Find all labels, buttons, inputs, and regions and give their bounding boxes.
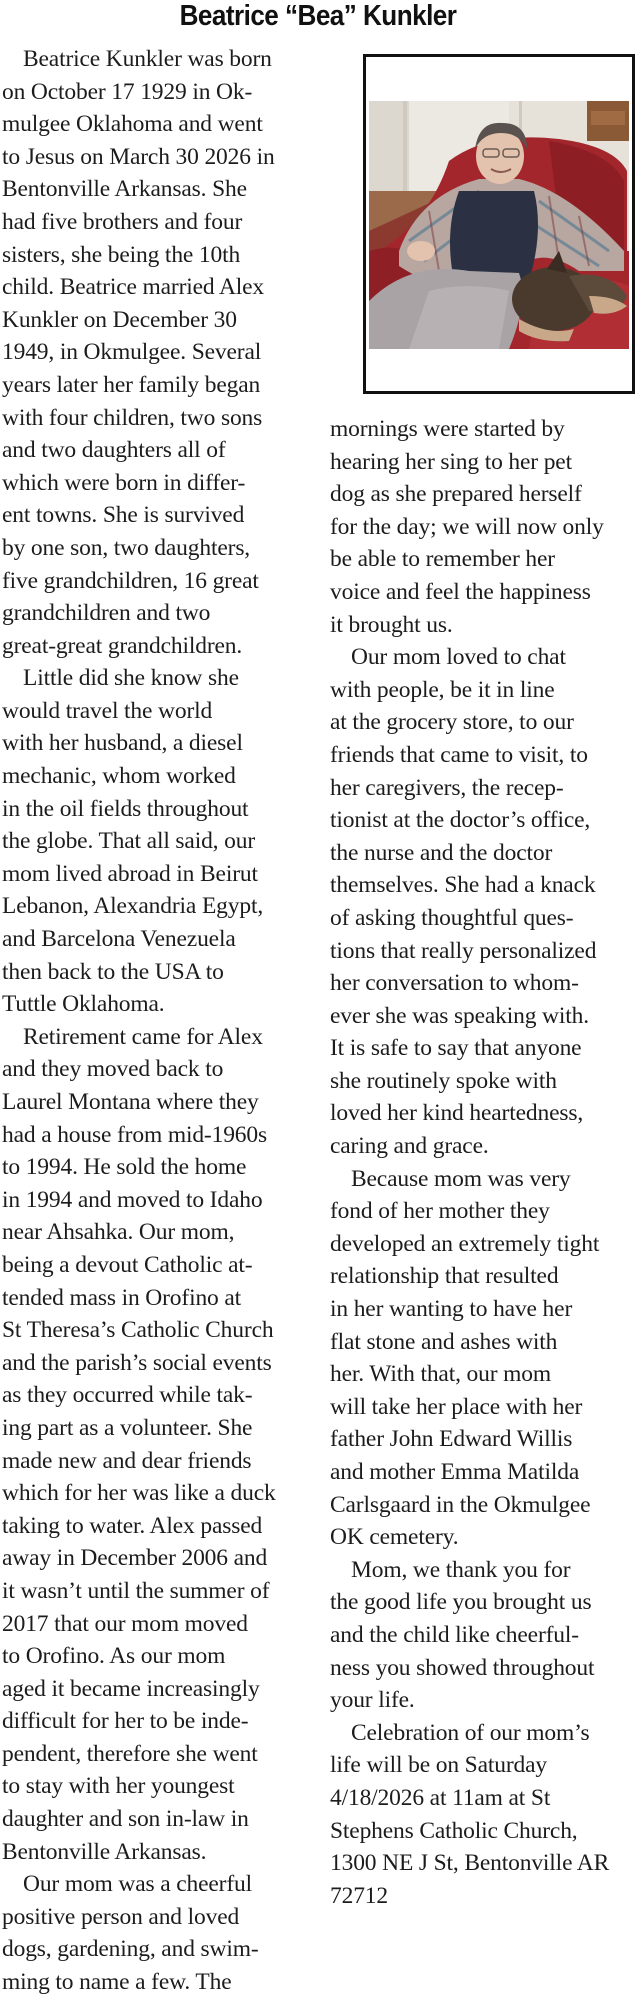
text-line: flat stone and ashes with <box>330 1328 558 1355</box>
text-line: with four children, two sons <box>2 404 263 431</box>
text-line: of asking thoughtful ques- <box>330 904 574 931</box>
text-line: Bentonville Arkansas. She <box>2 176 247 203</box>
text-line: Mom, we thank you for <box>351 1556 571 1583</box>
text-line: to stay with her youngest <box>2 1773 235 1800</box>
text-line: dog as she prepared herself <box>330 481 582 508</box>
text-line: St Theresa’s Catholic Church <box>2 1317 274 1344</box>
text-line: mornings were started by <box>330 416 565 442</box>
text-line: tions that really personalized <box>330 937 597 964</box>
obituary-title: Beatrice “Bea” Kunkler <box>179 0 457 32</box>
text-line: hearing her sing to her pet <box>330 448 572 475</box>
text-line: in 1994 and moved to Idaho <box>2 1186 263 1213</box>
text-line: developed an extremely tight <box>330 1230 600 1257</box>
text-line: Lebanon, Alexandria Egypt, <box>2 893 264 920</box>
text-line: and Barcelona Venezuela <box>2 926 236 953</box>
text-line: aged it became increasingly <box>2 1675 260 1702</box>
text-line: would travel the world <box>2 697 213 724</box>
text-line: then back to the USA to <box>2 958 224 985</box>
text-line: made new and dear friends <box>2 1447 252 1474</box>
text-line: she routinely spoke with <box>330 1067 557 1094</box>
text-line: mulgee Oklahoma and went <box>2 111 263 138</box>
text-line: ent towns. She is survived <box>2 502 245 529</box>
text-line: loved her kind heartedness, <box>330 1100 584 1127</box>
text-line: ming to name a few. The <box>2 1969 232 1996</box>
text-line: Our mom loved to chat <box>351 644 566 671</box>
text-line: to Orofino. As our mom <box>2 1643 226 1670</box>
text-line: for the day; we will now only <box>330 513 604 540</box>
text-line: and the parish’s social events <box>2 1349 272 1376</box>
text-line: ness you showed throughout <box>330 1654 595 1681</box>
text-line: and mother Emma Matilda <box>330 1459 580 1485</box>
text-line: father John Edward Willis <box>330 1426 573 1453</box>
text-line: Because mom was very <box>351 1165 571 1192</box>
text-line: Celebration of our mom’s <box>351 1719 590 1746</box>
text-line: at the grocery store, to our <box>330 709 574 736</box>
text-line: relationship that resulted <box>330 1263 559 1290</box>
text-line: friends that came to visit, to <box>330 741 588 768</box>
text-line: Kunkler on December 30 <box>2 306 237 333</box>
text-line: the good life you brought us <box>330 1589 592 1616</box>
text-line: tionist at the doctor’s office, <box>330 807 591 834</box>
text-line: great-great grandchildren. <box>2 632 243 659</box>
text-line: which for her was like a duck <box>2 1480 276 1507</box>
text-line: to Jesus on March 30 2026 in <box>2 143 275 170</box>
text-line: her. With that, our mom <box>330 1361 552 1388</box>
text-line: 72712 <box>330 1882 389 1909</box>
text-line: dogs, gardening, and swim- <box>2 1936 259 1963</box>
text-line: child. Beatrice married Alex <box>2 274 265 301</box>
obituary-right-column <box>330 413 636 1912</box>
text-line: your life. <box>330 1687 415 1714</box>
text-line: It is safe to say that anyone <box>330 1035 582 1062</box>
text-line: be able to remember her <box>330 546 555 573</box>
text-line: 1300 NE J St, Bentonville AR <box>330 1850 610 1877</box>
text-line: being a devout Catholic at- <box>2 1251 253 1278</box>
text-line: voice and feel the happiness <box>330 578 591 605</box>
text-line: Retirement came for Alex <box>23 1023 263 1050</box>
text-line: had a house from mid-1960s <box>2 1121 267 1148</box>
text-line: five grandchildren, 16 great <box>2 567 259 594</box>
text-line: 2017 that our mom moved <box>2 1610 248 1637</box>
text-line: caring and grace. <box>330 1133 489 1160</box>
text-line: to 1994. He sold the home <box>2 1154 247 1181</box>
text-line: themselves. She had a knack <box>330 872 596 899</box>
text-line: with her husband, a diesel <box>2 730 243 757</box>
obituary-left-column <box>2 43 322 1999</box>
text-line: life will be on Saturday <box>330 1752 547 1779</box>
text-line: will take her place with her <box>330 1393 583 1420</box>
text-line: positive person and loved <box>2 1903 240 1930</box>
text-line: Beatrice Kunkler was born <box>23 46 272 72</box>
text-line: in the oil fields throughout <box>2 795 249 822</box>
text-line: Little did she know she <box>23 665 239 692</box>
text-line: ever she was speaking with. <box>330 1002 589 1029</box>
text-line: with people, be it in line <box>330 676 555 703</box>
text-line: away in December 2006 and <box>2 1545 268 1572</box>
text-line: Our mom was a cheerful <box>23 1871 253 1898</box>
text-line: had five brothers and four <box>2 208 243 235</box>
text-line: the nurse and the doctor <box>330 839 553 866</box>
text-line: pendent, therefore she went <box>2 1740 258 1767</box>
portrait-illustration <box>369 101 629 349</box>
text-line: as they occurred while tak- <box>2 1382 253 1409</box>
text-line: tended mass in Orofino at <box>2 1284 242 1311</box>
text-line: daughter and son in-law in <box>2 1806 249 1833</box>
text-line: and they moved back to <box>2 1056 224 1083</box>
text-line: and the child like cheerful- <box>330 1621 579 1648</box>
text-line: which were born in differ- <box>2 469 246 496</box>
text-line: her conversation to whom- <box>330 970 579 997</box>
portrait-photo-frame <box>363 54 635 394</box>
text-line: Laurel Montana where they <box>2 1089 259 1115</box>
text-line: her caregivers, the recep- <box>330 774 564 801</box>
text-line: mechanic, whom worked <box>2 763 236 790</box>
text-line: Carlsgaard in the Okmulgee <box>330 1491 591 1518</box>
text-line: difficult for her to be inde- <box>2 1708 249 1735</box>
text-line: OK cemetery. <box>330 1524 459 1551</box>
text-line: Bentonville Arkansas. <box>2 1838 207 1865</box>
text-line: 1949, in Okmulgee. Several <box>2 339 262 366</box>
text-line: the globe. That all said, our <box>2 828 256 855</box>
text-line: sisters, she being the 10th <box>2 241 241 268</box>
text-line: years later her family began <box>2 371 261 398</box>
text-line: near Ahsahka. Our mom, <box>2 1219 235 1246</box>
portrait-photo <box>369 101 629 349</box>
text-line: ing part as a volunteer. She <box>2 1414 253 1441</box>
text-line: in her wanting to have her <box>330 1296 573 1323</box>
text-line: and two daughters all of <box>2 437 226 464</box>
text-line: by one son, two daughters, <box>2 534 251 561</box>
text-line: taking to water. Alex passed <box>2 1512 263 1539</box>
text-line: Tuttle Oklahoma. <box>2 991 165 1018</box>
text-line: it brought us. <box>330 611 453 638</box>
text-line: it wasn’t until the summer of <box>2 1577 270 1604</box>
text-line: on October 17 1929 in Ok- <box>2 78 253 105</box>
text-line: Stephens Catholic Church, <box>330 1817 578 1844</box>
text-line: fond of her mother they <box>330 1198 550 1225</box>
text-line: 4/18/2026 at 11am at St <box>330 1784 551 1811</box>
text-line: grandchildren and two <box>2 600 211 627</box>
text-line: mom lived abroad in Beirut <box>2 860 258 887</box>
